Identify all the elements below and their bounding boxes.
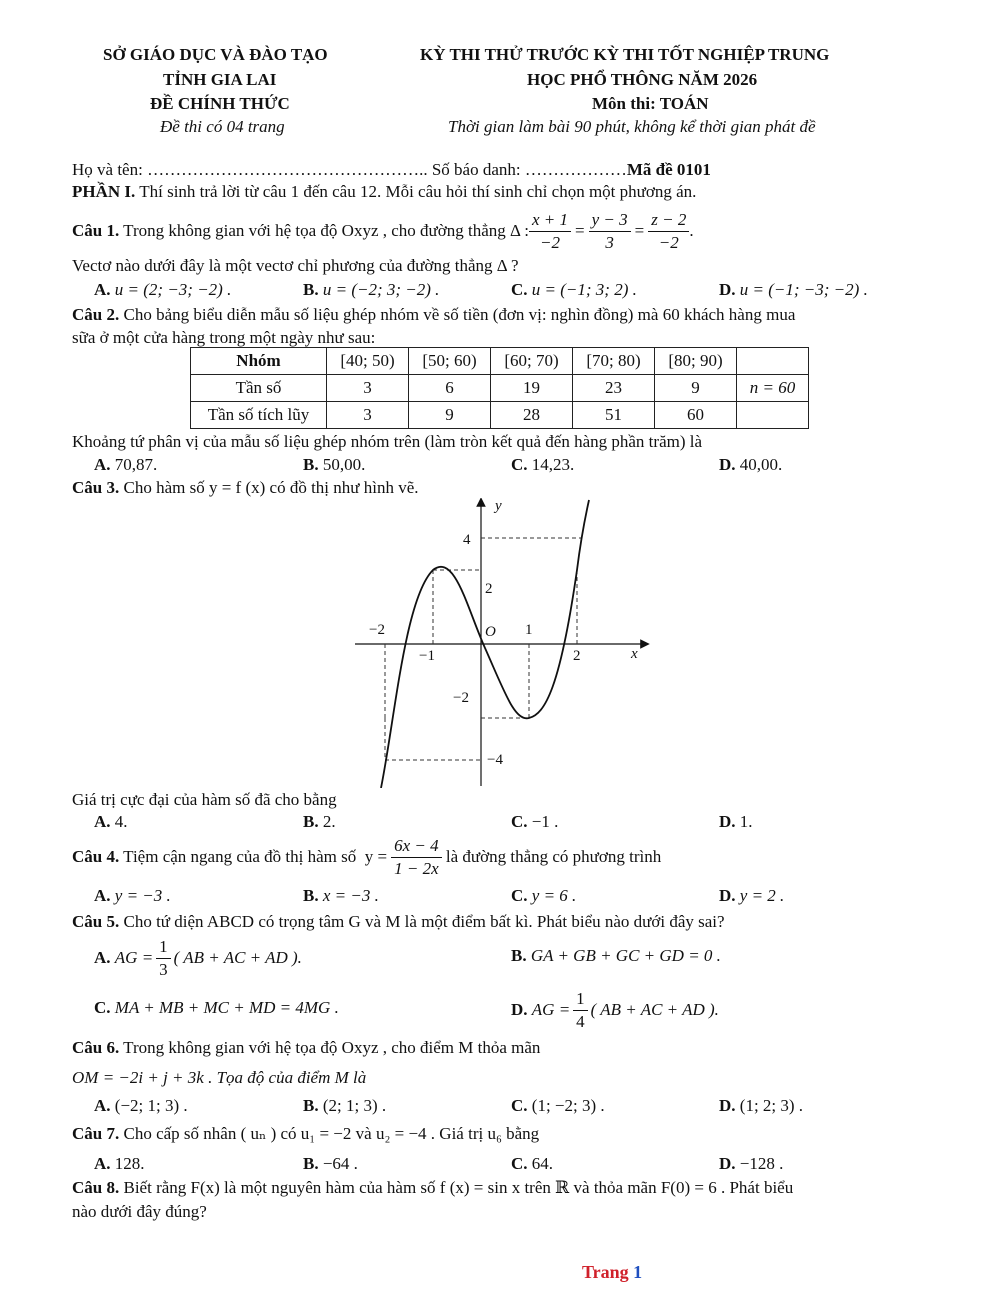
tick-label: −4 (487, 752, 503, 768)
q2-option-b[interactable]: B. 50,00. (303, 455, 366, 474)
table-row: Tần số 3 6 19 23 9 n = 60 (191, 375, 809, 402)
q7-option-d[interactable]: D. −128 . (719, 1154, 784, 1173)
q1-text: Trong không gian với hệ tọa độ Oxyz , cho đường thẳng Δ : (119, 221, 529, 240)
y-axis-label: y (495, 498, 502, 514)
q3-question: Giá trị cực đại của hàm số đã cho bằng (72, 790, 337, 809)
q2-option-c[interactable]: C. 14,23. (511, 455, 575, 474)
q4-option-a[interactable]: A. y = −3 . (94, 886, 171, 905)
q1-option-a[interactable]: A. u = (2; −3; −2) . (94, 280, 232, 299)
q1-question: Vectơ nào dưới đây là một vectơ chỉ phương của đường thẳng Δ ? (72, 256, 519, 275)
q1-fraction-x: $\frac{x + 1}{-2}$ (529, 209, 571, 254)
q2-stem: Câu 2. Cho bảng biểu diễn mẫu số liệu ghép nhóm về số tiền (đơn vị: nghìn đồng) mà 60 khách hàng mua (72, 305, 796, 324)
q6-option-c[interactable]: C. (1; −2; 3) . (511, 1096, 605, 1115)
q4-option-d[interactable]: D. y = 2 . (719, 886, 785, 905)
origin-label: O (485, 624, 496, 640)
q3-option-d[interactable]: D. 1. (719, 812, 753, 831)
q2-option-d[interactable]: D. 40,00. (719, 455, 783, 474)
q4-option-b[interactable]: B. x = −3 . (303, 886, 379, 905)
q3-option-a[interactable]: A. 4. (94, 812, 128, 831)
q1-stem: Câu 1. Trong không gian với hệ tọa độ Oxyz , cho đường thẳng Δ : $\frac{x + 1}{-2}$ = $\frac{y - 3}{3}$ = $\frac{z - 2}{-2}$ . (72, 209, 694, 252)
tick-label: −2 (369, 622, 385, 638)
page-footer (582, 1262, 642, 1283)
q6-option-d[interactable]: D. (1; 2; 3) . (719, 1096, 804, 1115)
q7-option-c[interactable]: C. 64. (511, 1154, 554, 1173)
part1-label: PHẦN I. (72, 182, 136, 201)
province-name: TỈNH GIA LAI (163, 70, 277, 89)
q3-option-c[interactable]: C. −1 . (511, 812, 559, 831)
q8-stem-line2: nào dưới đây đúng? (72, 1202, 207, 1221)
official-exam-label: ĐỀ CHÍNH THỨC (150, 94, 290, 113)
footer-page-number: 1 (633, 1262, 643, 1282)
footer-word: Trang (582, 1262, 629, 1282)
department-name: SỞ GIÁO DỤC VÀ ĐÀO TẠO (103, 45, 328, 64)
x-axis-label: x (631, 646, 638, 662)
exam-title-line2: HỌC PHỔ THÔNG NĂM 2026 (527, 70, 758, 89)
row-header-group: Nhóm (191, 348, 327, 375)
exam-title-line1: KỲ THI THỬ TRƯỚC KỲ THI TỐT NGHIỆP TRUNG (420, 45, 830, 64)
student-name-id: Họ và tên: ………………………………………….. Số báo danh: ……………… (72, 160, 627, 179)
row-header-frequency: Tần số (191, 375, 327, 402)
q5-stem: Câu 5. Cho tứ diện ABCD có trọng tâm G và M là một điểm bất kì. Phát biểu nào dưới đây sai? (72, 912, 725, 931)
table-row: Tần số tích lũy 3 9 28 51 60 (191, 402, 809, 429)
tick-label: 4 (463, 532, 471, 548)
q3-option-b[interactable]: B. 2. (303, 812, 336, 831)
part1-text: Thí sinh trả lời từ câu 1 đến câu 12. Mỗi câu hỏi thí sinh chỉ chọn một phương án. (135, 182, 697, 201)
q1-option-b[interactable]: B. u = (−2; 3; −2) . (303, 280, 440, 299)
q5-option-a[interactable]: A. AG = $\frac{1}{3}$ ( AB + AC + AD ). (94, 936, 302, 979)
exam-code: Mã đề 0101 (626, 160, 711, 179)
q4-option-c[interactable]: C. y = 6 . (511, 886, 577, 905)
tick-label: −1 (419, 648, 435, 664)
q1-option-d[interactable]: D. u = (−1; −3; −2) . (719, 280, 868, 299)
function-graph (355, 498, 655, 788)
q7-option-b[interactable]: B. −64 . (303, 1154, 358, 1173)
q4-fraction: $\frac{6x - 4}{1 - 2x}$ (391, 835, 442, 880)
q6-stem: Câu 6. Trong không gian với hệ tọa độ Oxyz , cho điểm M thỏa mãn (72, 1038, 541, 1057)
q7-stem: Câu 7. Cho cấp số nhân ( uₙ ) có u₁ = −2 và u₂ = −4 . Giá trị u₆ bằng (72, 1124, 540, 1143)
q6-stem-line2: OM = −2i + j + 3k . Tọa độ của điểm M là (72, 1068, 367, 1087)
q5-option-c[interactable]: C. MA + MB + MC + MD = 4MG . (94, 998, 339, 1017)
q2-option-a[interactable]: A. 70,87. (94, 455, 158, 474)
q3-stem: Câu 3. Cho hàm số y = f (x) có đồ thị như hình vẽ. (72, 478, 419, 497)
q4-stem: Câu 4. Tiệm cận ngang của đồ thị hàm số y = $\frac{6x - 4}{1 - 2x}$ là đường thẳng có phương trình (72, 835, 662, 878)
part1-instruction (72, 182, 696, 202)
q1-label: Câu 1. (72, 221, 120, 240)
q1-fraction-z: $\frac{z - 2}{-2}$ (648, 209, 689, 254)
q6-option-b[interactable]: B. (2; 1; 3) . (303, 1096, 387, 1115)
duration-note: Thời gian làm bài 90 phút, không kể thời gian phát đề (448, 117, 816, 136)
frequency-table (190, 347, 809, 429)
q5-option-d[interactable]: D. AG = $\frac{1}{4}$ ( AB + AC + AD ). (511, 988, 719, 1031)
subject-label: Môn thi: TOÁN (592, 94, 709, 113)
q7-option-a[interactable]: A. 128. (94, 1154, 145, 1173)
page-count-note: Đề thi có 04 trang (160, 117, 285, 136)
tick-label: 1 (525, 622, 533, 638)
q2-stem-line2: sữa ở một cửa hàng trong một ngày như sau: (72, 328, 376, 347)
q1-fraction-y: $\frac{y - 3}{3}$ (589, 209, 631, 254)
tick-label: 2 (573, 648, 581, 664)
q1-option-c[interactable]: C. u = (−1; 3; 2) . (511, 280, 637, 299)
tick-label: −2 (453, 690, 469, 706)
q2-question: Khoảng tứ phân vị của mẫu số liệu ghép nhóm trên (làm tròn kết quả đến hàng phần trăm) là (72, 432, 703, 451)
tick-label: 2 (485, 581, 493, 597)
q5-option-b[interactable]: B. GA + GB + GC + GD = 0 . (511, 946, 721, 965)
q8-stem: Câu 8. Biết rằng F(x) là một nguyên hàm của hàm số f (x) = sin x trên ℝ và thỏa mãn F(0) = 6 . Phát biểu (72, 1178, 794, 1197)
q6-option-a[interactable]: A. (−2; 1; 3) . (94, 1096, 188, 1115)
guide-lines (385, 538, 581, 760)
row-header-cumulative: Tần số tích lũy (191, 402, 327, 429)
student-info-line (72, 160, 711, 180)
table-row: Nhóm [40; 50) [50; 60) [60; 70) [70; 80) [80; 90) (191, 348, 809, 375)
